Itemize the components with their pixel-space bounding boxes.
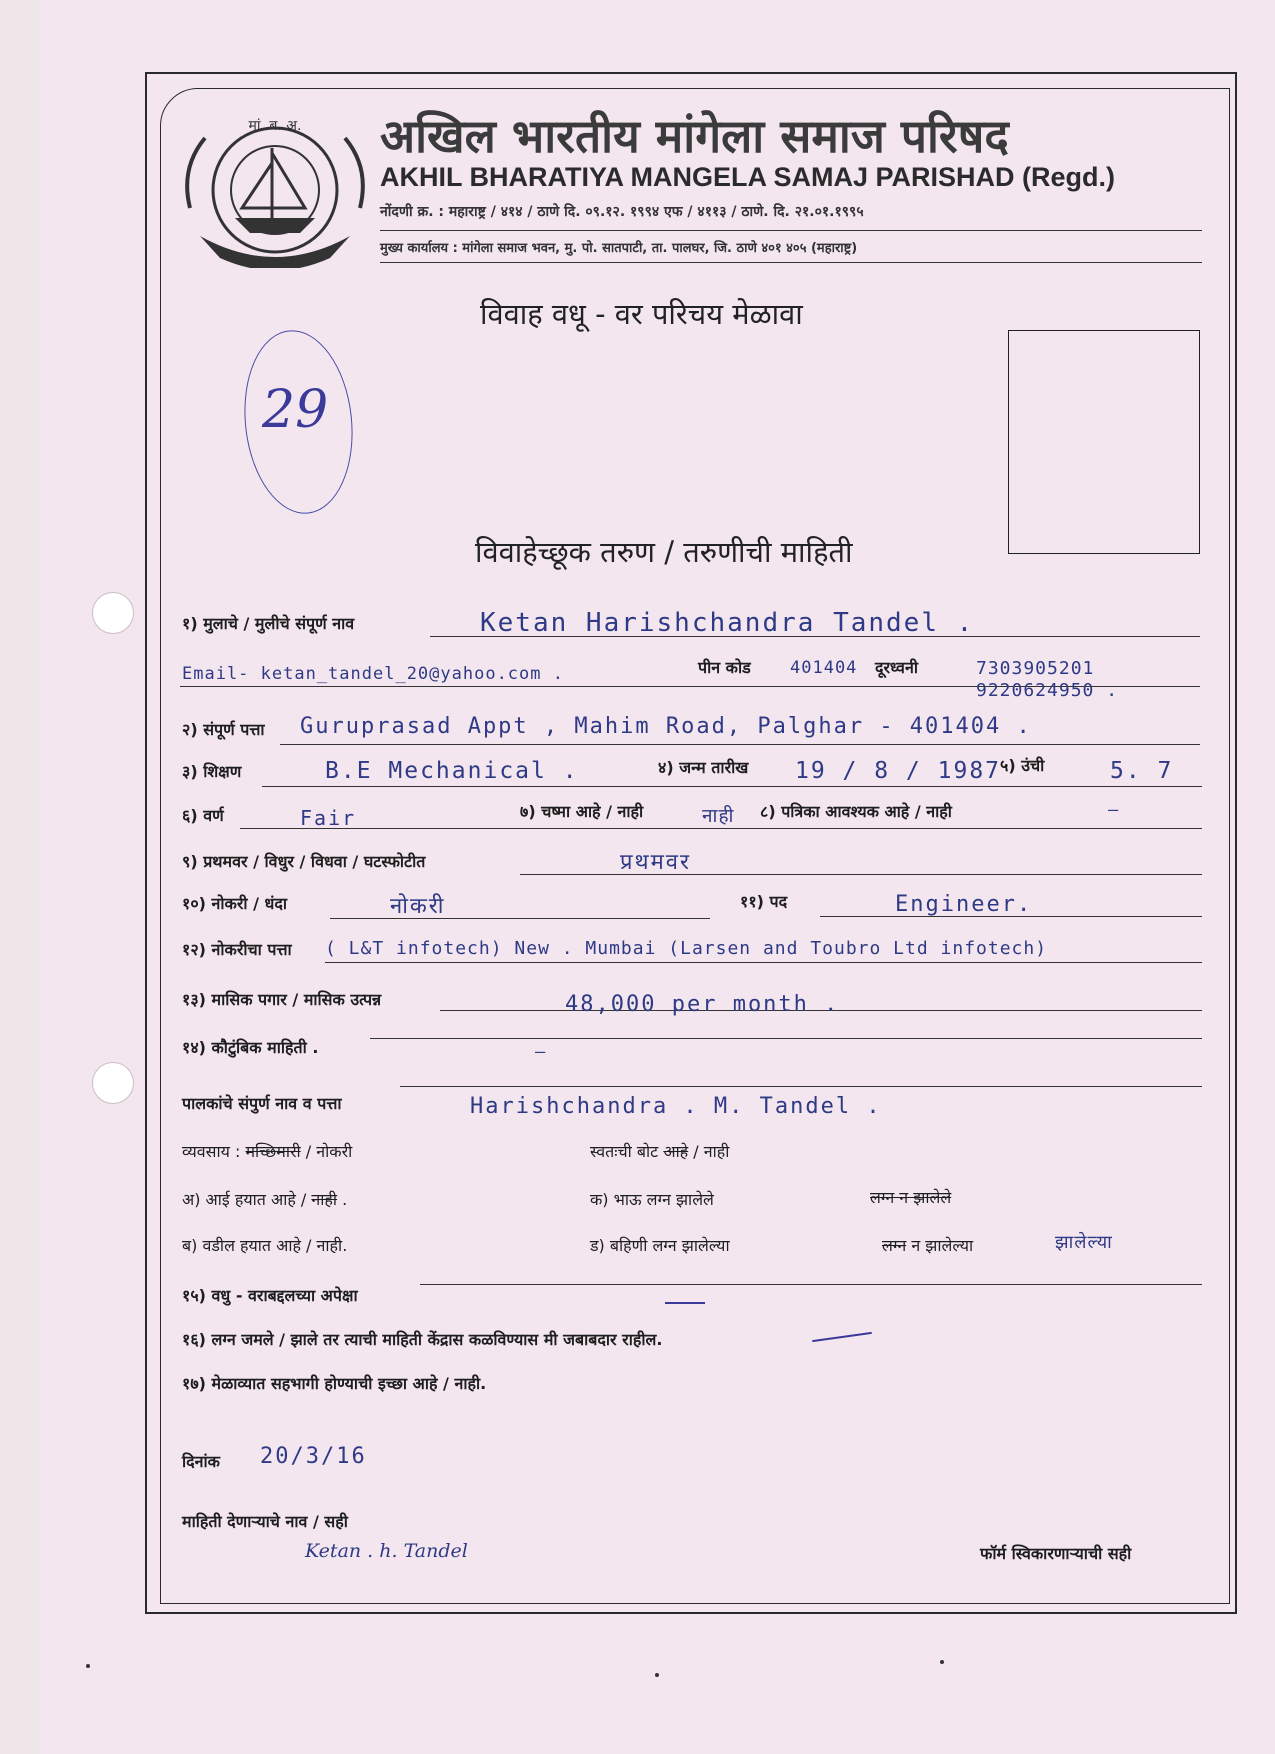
job-address-value: ( L&T infotech) New . Mumbai (Larsen and Toubro Ltd infotech) — [325, 938, 1048, 959]
education-value: B.E Mechanical . — [325, 758, 579, 784]
brother-unmarried-option: लग्न न झालेले — [870, 1188, 952, 1207]
glasses-value: नाही — [702, 805, 735, 827]
occupation-label-suffix: / नोकरी — [305, 1142, 353, 1161]
occupation-label-prefix: व्यवसाय : — [182, 1142, 241, 1161]
mother-row — [182, 1188, 347, 1210]
monthly-salary-value: 48,000 per month . — [565, 992, 840, 1017]
parent-name-value: Harishchandra . M. Tandel . — [470, 1094, 882, 1119]
sister-unmarried-suffix: न झालेल्या — [911, 1236, 974, 1255]
mother-label: अ) आई हयात आहे / — [182, 1190, 307, 1209]
registration-number: नोंदणी क्र. : महाराष्ट्र / ४१४ / ठाणे दि. ०९.१२. १९९४ एफ / ४११३ / ठाणे. दि. २१.०१.१९९५ — [380, 204, 864, 220]
own-boat-row — [590, 1140, 729, 1162]
field-15-label: १५) वधु - वराबद्दलच्या अपेक्षा — [182, 1286, 358, 1305]
paper-edge — [0, 0, 40, 1754]
field-12-label: १२) नोकरीचा पत्ता — [182, 940, 292, 959]
field-8-label: ८) पत्रिका आवश्यक आहे / नाही — [760, 802, 952, 821]
field-12-line — [325, 962, 1202, 963]
sister-unmarried-row — [882, 1234, 973, 1256]
sister-status-value: झालेल्या — [1055, 1232, 1113, 1253]
full-name-value: Ketan Harishchandra Tandel . — [480, 608, 975, 638]
field-3-label: ३) शिक्षण — [182, 762, 242, 781]
field-15-line — [420, 1284, 1202, 1285]
punch-hole-top — [92, 592, 134, 634]
designation-value: Engineer. — [895, 892, 1033, 917]
head-office-address: मुख्य कार्यालय : मांगेला समाज भवन, मु. पो. सातपाटी, ता. पालघर, जि. ठाणे ४०१ ४०५ (महाराष्ट्र) — [380, 241, 858, 256]
serial-number: 29 — [262, 380, 329, 440]
email-value: Email- ketan_tandel_20@yahoo.com . — [182, 664, 564, 684]
complexion-value: Fair — [300, 806, 357, 830]
org-title-marathi: अखिल भारतीय मांगेला समाज परिषद — [380, 109, 1009, 163]
phone-label: दूरध्वनी — [875, 658, 918, 677]
header-rule-2 — [380, 262, 1202, 263]
logo-text: मां. ब. अ. — [248, 118, 302, 134]
field-14-line — [370, 1038, 1202, 1039]
address-value: Guruprasad Appt , Mahim Road, Palghar - 401404 . — [300, 714, 1032, 739]
pin-code-value: 401404 — [790, 658, 858, 678]
brother-label: क) भाऊ लग्न झालेले — [590, 1190, 714, 1209]
header-rule-1 — [380, 230, 1202, 231]
sister-label: ड) बहिणी लग्न झालेल्या — [590, 1236, 730, 1255]
speck — [655, 1673, 659, 1677]
form-receiver-label: फॉर्म स्विकारणाऱ्याची सही — [980, 1544, 1132, 1563]
info-giver-signature: Ketan . h. Tandel — [305, 1540, 468, 1562]
sister-struck-option: लग्न — [882, 1236, 907, 1255]
organization-logo-icon — [180, 108, 370, 268]
field-10-label: १०) नोकरी / धंदा — [182, 894, 287, 913]
field-9-label: ९) प्रथमवर / विधुर / विधवा / घटस्फोटीत — [182, 852, 426, 871]
field-16-label: १६) लग्न जमले / झाले तर त्याची माहिती केंद्रास कळविण्यास मी जबाबदार राहील. — [182, 1330, 663, 1349]
occupation-row — [182, 1140, 352, 1162]
parent-name-label: पालकांचे संपुर्ण नाव व पत्ता — [182, 1094, 342, 1113]
field-6-label: ६) वर्ण — [182, 806, 224, 825]
field-5-label: ५) उंची — [1000, 756, 1045, 775]
section-title: विवाहेच्छूक तरुण / तरुणीची माहिती — [475, 535, 853, 569]
phone-value-2: 9220624950 . — [976, 680, 1119, 701]
field-2-line — [280, 744, 1200, 745]
field-11-label: ११) पद — [740, 892, 788, 911]
field-13-label: १३) मासिक पगार / मासिक उत्पन्न — [182, 990, 382, 1009]
field-10-line — [330, 918, 710, 919]
date-label: दिनांक — [182, 1452, 220, 1471]
marital-status-value: प्रथमवर — [620, 850, 691, 875]
info-giver-label: माहिती देणाऱ्याचे नाव / सही — [182, 1512, 348, 1531]
job-type-value: नोकरी — [390, 894, 446, 919]
parent-name-line — [400, 1086, 1202, 1087]
photo-box — [1008, 330, 1200, 554]
speck — [940, 1660, 944, 1664]
own-boat-suffix: / नाही — [693, 1142, 730, 1161]
field-2-label: २) संपूर्ण पत्ता — [182, 720, 265, 739]
field-14-label: १४) कौटुंबिक माहिती . — [182, 1038, 319, 1057]
org-title-english: AKHIL BHARATIYA MANGELA SAMAJ PARISHAD (Regd.) — [380, 162, 1116, 192]
form-title: विवाह वधू - वर परिचय मेळावा — [480, 297, 803, 331]
field-1-label: १) मुलाचे / मुलीचे संपूर्ण नाव — [182, 614, 355, 633]
speck — [86, 1664, 90, 1668]
family-info-value: — — [535, 1042, 547, 1062]
punch-hole-bottom — [92, 1062, 134, 1104]
pin-code-label: पीन कोड — [698, 658, 751, 677]
birth-date-value: 19 / 8 / 1987 — [795, 758, 1002, 784]
field-17-label: १७) मेळाव्यात सहभागी होण्याची इच्छा आहे / नाही. — [182, 1374, 487, 1393]
phone-value-1: 7303905201 — [976, 658, 1095, 679]
height-value: 5. 7 — [1110, 758, 1174, 784]
field-4-label: ४) जन्म तारीख — [658, 758, 749, 777]
horoscope-value: — — [1108, 800, 1120, 820]
father-label: ब) वडील हयात आहे / नाही. — [182, 1236, 348, 1255]
field-6-line — [240, 828, 1202, 829]
field-3-line — [262, 786, 1202, 787]
field-7-label: ७) चष्मा आहे / नाही — [520, 802, 644, 821]
date-value: 20/3/16 — [260, 1444, 367, 1469]
occupation-struck-option: मच्छिमारी — [245, 1142, 301, 1161]
field-15-dash — [665, 1302, 705, 1304]
own-boat-struck-option: आहे — [663, 1142, 689, 1161]
mother-struck-option: नाही — [311, 1190, 338, 1209]
mother-suffix: . — [342, 1190, 348, 1209]
own-boat-prefix: स्वतःची बोट — [590, 1142, 659, 1161]
